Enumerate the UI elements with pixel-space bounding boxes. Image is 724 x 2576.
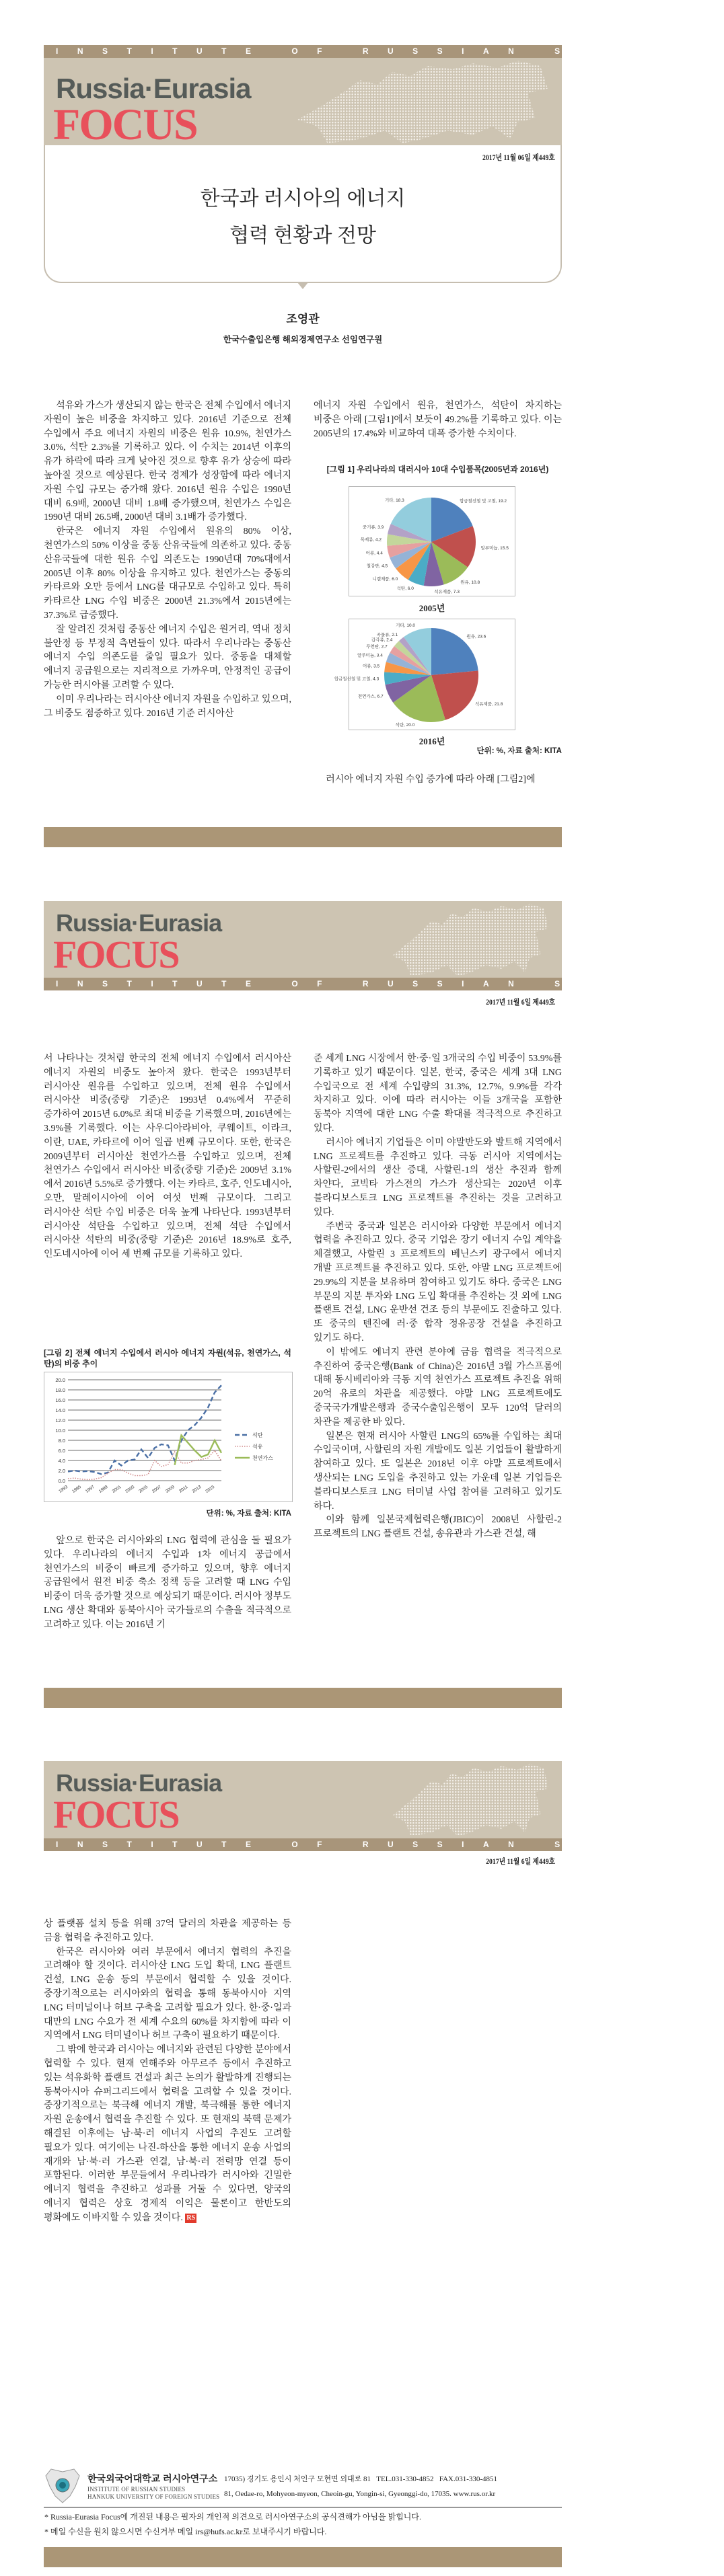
issue-date: 2017년 11월 6일 제449호 — [486, 999, 555, 1007]
figure-2-source: 단위: %, 자료 출처: KITA — [206, 1510, 291, 1518]
page-1-right-column — [314, 399, 562, 441]
y-tick-label: 20.0 — [55, 1377, 65, 1383]
pie-2016-title: 2016년 — [419, 736, 445, 746]
issue-date: 2017년 11월 06일 제449호 — [482, 154, 555, 162]
title-line-2: 협력 현황과 전망 — [229, 225, 376, 247]
paragraph: 이미 우리나라는 러시아산 에너지 자원을 수입하고 있으며, 그 비중도 점증하고 있다. 2016년 기준 러시아산 — [44, 694, 291, 719]
page-3-footer-bar — [44, 2547, 562, 2567]
logo-focus: FOCUS — [53, 933, 179, 976]
pie-slice-label: 갑각류, 2.4 — [371, 637, 393, 643]
masthead-banner — [44, 1761, 562, 1838]
footer-divider — [44, 2507, 562, 2508]
x-tick-label: 2003 — [124, 1484, 136, 1494]
paragraph-text: 그 밖에 한국과 러시아는 에너지와 관련된 다양한 분야에서 협력할 수 있다. 현재 연해주와 아무르주 등에서 추진하고 있는 석유화학 플랜트 건설과 최근 논의가 활발하게 진행되는 동북아시아 슈퍼그리드에서 협력을 고려할 수 있을 것이다. 중장기적으로는 북극해 에너지 개발, 북극해를 통한 에너지 자원 운송에서 협력을 추진할 수 있다. 또 현재의 북핵 문제가 해결된 이후에는 남·북·러 에너지 사업의 추진도 고려할 필요가 있다. 여기에는 나진-하산을 통한 에너지 운송 사업의 재개와 남·북·러 가스관 연결, 남·북·러 전력망 연결 등이 포함된다. 이러한 부문들에서 우리나라가 러시아와 긴밀한 에너지 협력을 추진하고 성과를 거둘 수 있다면, 양국의 에너지 협력은 상호 경제적 이익은 물론이고 한반도의 평화에도 이바지할 수 있을 것이다. — [44, 2045, 291, 2223]
pie-chart-2016 — [334, 619, 515, 730]
x-tick-label: 2009 — [164, 1484, 176, 1494]
y-tick-label: 16.0 — [55, 1397, 65, 1403]
pie-slice-label: 기타, 10.0 — [396, 623, 416, 628]
institute-eagle-logo — [44, 2466, 81, 2504]
org-name: 한국외국어대학교 러시아연구소 — [87, 2473, 218, 2484]
y-tick-label: 4.0 — [58, 1458, 65, 1464]
paragraph: 앞으로 한국은 러시아와의 LNG 협력에 관심을 둘 필요가 있다. 우리나라의 에너지 수입과 1차 에너지 공급에서 천연가스의 비중이 빠르게 증가하고 있으며, 향후 에너지 공급원에서 원전 비중 축소 정책 등을 고려할 때 LNG 수입 비중이 더욱 증가할 것으로 예상되기 때문이다. 러시아 정부도 LNG 생산 확대와 동북아시아 국가들로의 수출을 적극적으로 고려하고 있다. 이는 2016년 기 — [44, 1536, 291, 1630]
page-2-left-column — [44, 1052, 291, 1262]
pie-slice-label: 합금철선철 및 고철, 4.3 — [334, 676, 379, 682]
pie-slice-label: 합금철선철 및 고철, 19.2 — [459, 499, 507, 504]
pie-chart-2005 — [349, 486, 515, 596]
page-2-footer-bar — [44, 1688, 562, 1708]
institute-bar: INSTITUTE OF RUSSIAN STUDIES — [44, 1838, 562, 1851]
paragraph: 러시아 에너지 자원 수입 증가에 따라 아래 [그림2]에 — [326, 775, 536, 785]
line-chart-energy-share — [44, 1372, 293, 1502]
paragraph: 주변국 중국과 일본은 러시아와 다양한 부문에서 에너지 협력을 추진하고 있다. 중국 기업은 장기 에너지 수입 계약을 체결했고, 사할린 3 프로젝트의 베닌스키 광구에서 에너지 개발 프로젝트를 추진하고 있다. 또한, 야말 LNG 프로젝트에 29.9%의 지분을 보유하며 참여하고 있기도 하다. 중국은 LNG 부문의 지분 투자와 LNG 도입 확대를 추진하는 것 외에 LNG 플랜트 건설, LNG 운반선 건조 등의 부문에도 진출하고 있다. 또 중국의 텐진에 러·중 합작 정유공장 건설을 추진하고 있기도 하다. — [314, 1221, 562, 1343]
y-tick-label: 2.0 — [58, 1468, 65, 1474]
address-english: 81, Oedae-ro, Mohyeon-myeon, Cheoin-gu, Yongin-si, Gyeonggi-do, 17035. www.rus.or.kr — [224, 2490, 496, 2498]
legend-label: 천연가스 — [252, 1455, 273, 1461]
logo-focus: FOCUS — [53, 1793, 179, 1836]
paragraph: 이와 함께 일본국제협력은행(JBIC)이 2008년 사할린-2 프로젝트의 LNG 플랜트 건설, 송유관과 가스관 건설, 해 — [314, 1515, 562, 1540]
issue-date: 2017년 11월 6일 제449호 — [486, 1858, 555, 1866]
paragraph: 한국은 에너지 자원 수입에서 원유의 80% 이상, 천연가스의 50% 이상을 중동 산유국들에 의존하고 있다. 중동 산유국들에 대한 원유 수입 의존도는 1990년대 70%대에서 2005년 이후 80% 이상을 유지하고 있다. 천연가스는 중동의 카타르와 오만 등에서 LNG를 대규모로 수입하고 있다. 특히 카타르산 LNG 수입 비중은 2000년 21.3%에서 2015년에는 37.3%로 급증했다. — [44, 526, 291, 621]
pie-slice-label: 중기류, 3.9 — [362, 525, 384, 531]
pie-slice-label: 석탄, 20.0 — [395, 722, 415, 728]
disclaimer-note: * Russia-Eurasia Focus에 개진된 내용은 필자의 개인적 의견으로 러시아연구소의 공식견해가 아님을 밝힙니다. — [44, 2512, 421, 2522]
page-3-left-column — [44, 1918, 291, 2226]
paragraph: 러시아 에너지 기업들은 이미 야말반도와 발트해 지역에서 LNG 프로젝트를 추진하고 있다. 극동 러시아 지역에서는 사할린-2에서의 생산 증대, 사할린-1의 생산 추진과 함께 차얀다, 코빅타 가스전의 가스가 생산되는 2020년 이후 블라디보스토크 LNG 프로젝트를 추진하는 것을 고려하고 있다. — [314, 1137, 562, 1218]
logo-russia-eurasia: Russia·Eurasia — [56, 909, 222, 937]
pie-2005-title: 2005년 — [419, 603, 445, 613]
x-tick-label: 2005 — [138, 1484, 149, 1494]
x-tick-label: 2001 — [111, 1484, 122, 1494]
x-tick-label: 1997 — [84, 1484, 96, 1494]
pie-slice-label: 알루미늄, 15.5 — [480, 545, 509, 551]
paragraph: 일본은 현재 러시아 사할린 LNG의 65%를 수입하는 최대 수입국이며, 사할린의 자원 개발에도 일본 기업들이 활발하게 참여하고 있다. 또 일본은 2018년 이후 야말 프로젝트에서 생산되는 LNG 도입을 추진하고 있는 가운데 일본 기업들은 블라디보스토크 LNG 터미널 사업 참여를 고려하고 있기도 하다. — [314, 1431, 562, 1512]
pie-slice-label: 니켈제품, 6.0 — [372, 576, 398, 582]
masthead-banner — [44, 901, 562, 978]
paragraph: 잘 알려진 것처럼 중동산 에너지 수입은 원거리, 역내 정치 불안정 등 부정적 측면들이 있다. 따라서 우리나라는 중동산 에너지 수입 의존도를 줄일 필요가 있다. 중동을 대체할 에너지 공급원으로는 지리적으로 가까우며, 안정적인 공급이 가능한 러시아를 고려할 수 있다. — [44, 624, 291, 691]
pie-slice-label: 어류, 4.4 — [365, 551, 383, 556]
frame-pointer — [297, 282, 308, 289]
author-affiliation: 한국수출입은행 해외경제연구소 선임연구원 — [223, 335, 383, 344]
paragraph: 준 세계 LNG 시장에서 한·중·일 3개국의 수입 비중이 53.9%를 기록하고 있기 때문이다. 일본, 한국, 중국은 세계 3대 LNG 수입국으로 전 세계 수입량의 31.3%, 12.7%, 9.9%를 각각 차지하고 있다. 이에 따라 러시아는 이들 3개국을 포함한 동북아 지역에 대한 LNG 수출 확대를 적극적으로 추진하고 있다. — [314, 1054, 562, 1134]
paragraph: 에너지 자원 수입에서 원유, 천연가스, 석탄이 차지하는 비중은 아래 [그림1]에서 보듯이 49.2%를 기록하고 있다. 이는 2005년의 17.4%와 비교하여 대폭 증가한 수치이다. — [314, 401, 562, 439]
paragraph: 상 플랫폼 설치 등을 위해 37억 달러의 차관을 제공하는 등 금융 협력을 추진하고 있다. — [44, 1919, 291, 1943]
paragraph: 석유와 가스가 생산되지 않는 한국은 전체 수입에서 에너지 자원이 높은 비중을 차지하고 있다. 2016년 기준으로 전체 수입에서 주요 에너지 자원의 비중은 원유 10.9%, 천연가스 3.0%, 석탄 2.3%를 기록하고 있다. 이 수치는 2014년 이후의 유가 하락에 따라 크게 낮아진 것으로 향후 유가 상승에 따라 높아질 것으로 예상된다. 한국 경제가 성장함에 따라 에너지 자원 수입 규모는 증가해 왔다. 2016년 원유 수입은 1990년 대비 6.9배, 2000년 대비 1.8배 증가했으며, 천연가스 수입은 1990년 대비 26.5배, 2000년 대비 3.1배가 증가했다. — [44, 401, 291, 523]
pie-slice-label: 철강판, 4.5 — [366, 563, 388, 569]
figure-1-caption: [그림 1] 우리나라의 대러시아 10대 수입품목(2005년과 2016년) — [326, 465, 549, 474]
legend-label: 석유 — [252, 1444, 263, 1450]
y-tick-label: 6.0 — [58, 1448, 65, 1454]
pie-slice-label: 곡물류, 2.1 — [376, 632, 398, 637]
institute-bar: INSTITUTE OF RUSSIAN STUDIES — [44, 978, 562, 990]
pie-slice-label: 어류, 3.5 — [362, 664, 380, 669]
y-tick-label: 10.0 — [55, 1428, 65, 1434]
page-1-right-column-bottom — [314, 773, 562, 787]
org-name-en-1: INSTITUTE OF RUSSIAN STUDIES — [87, 2486, 186, 2493]
paragraph: 한국은 러시아와 여러 부문에서 에너지 협력의 추진을 고려해야 할 것이다. 러시아산 LNG 도입 확대, LNG 플랜트 건설, LNG 운송 등의 부문에서 협력할 수 있을 것이다. 중장기적으로는 러시아와의 협력을 통해 동북아시아 지역 LNG 터미널이나 허브 구축을 고려할 필요가 있다. 한·중·일과 대만의 LNG 수요가 전 세계 수요의 60%를 차지함에 따라 이 지역에서 LNG 터미널이나 허브 구축이 필요하기 때문이다. — [44, 1947, 291, 2041]
pie-slice-label: 천연가스, 6.7 — [357, 694, 384, 699]
pie-slice-label: 목재류, 4.2 — [360, 537, 382, 543]
pie-slice-label: 알루미늄, 3.4 — [357, 653, 383, 658]
page-1-footer-bar — [44, 827, 562, 847]
legend-label: 석탄 — [252, 1432, 263, 1438]
logo-russia-eurasia: Russia·Eurasia — [56, 73, 251, 104]
figure-1-source: 단위: %, 자료 출처: KITA — [476, 747, 562, 755]
figure-2-caption: [그림 2] 전체 에너지 수입에서 러시아 에너지 자원(석유, 천연가스, 석탄)의 비중 추이 — [44, 1348, 291, 1368]
y-tick-label: 14.0 — [55, 1407, 65, 1413]
page-1-left-column — [44, 399, 291, 721]
x-tick-label: 1993 — [58, 1484, 69, 1494]
russia-dot-map — [392, 902, 548, 976]
masthead-banner — [44, 58, 562, 149]
x-tick-label: 1995 — [71, 1484, 82, 1494]
x-tick-label: 1999 — [98, 1484, 109, 1494]
institute-bar: INSTITUTE OF RUSSIAN STUDIES — [44, 45, 562, 58]
pie-slice-label: 석탄, 6.0 — [396, 586, 414, 592]
pie-slice-label: 석유제품, 7.3 — [434, 589, 460, 594]
pie-slice-label: 기타, 18.3 — [384, 498, 404, 503]
x-tick-label: 2007 — [151, 1484, 162, 1494]
pie-slice-label: 원유, 10.8 — [460, 580, 480, 586]
title-line-1: 한국과 러시아의 에너지 — [200, 188, 406, 210]
x-tick-label: 2015 — [205, 1484, 216, 1494]
author-name: 조영관 — [286, 313, 320, 325]
logo-russia-eurasia: Russia·Eurasia — [56, 1769, 222, 1797]
russia-dot-map — [297, 59, 548, 143]
page-title — [44, 180, 562, 254]
unsubscribe-note: * 메일 수신을 원치 않으시면 수신거부 메일 irs@hufs.ac.kr로 보내주시기 바랍니다. — [44, 2527, 327, 2536]
rs-end-mark-icon: RS — [186, 2214, 196, 2222]
address-korean: 17035) 경기도 용인시 처인구 모현면 외대로 81 TEL.031-330-4852 FAX.031-330-4851 — [224, 2475, 498, 2483]
paragraph — [44, 2043, 291, 2225]
y-tick-label: 18.0 — [55, 1387, 65, 1393]
pie-slice-label: 원유, 23.6 — [466, 634, 486, 639]
y-tick-label: 0.0 — [58, 1478, 65, 1484]
paragraph: 이 밖에도 에너지 관련 분야에 금융 협력을 적극적으로 추진하여 중국은행(Bank of China)은 2016년 3월 가스프롬에 대해 동시베리아와 극동 지역 천연가스 프로젝트 추진을 위해 20억 유로의 차관을 제공했다. 야말 LNG 프로젝트에도 중국국가개발은행과 중국수출입은행이 모두 120억 달러의 차관을 제공한 바 있다. — [314, 1347, 562, 1428]
y-tick-label: 12.0 — [55, 1417, 65, 1423]
x-tick-label: 2011 — [178, 1484, 189, 1494]
y-tick-label: 8.0 — [58, 1438, 65, 1444]
page-2-left-column-bottom — [44, 1534, 291, 1633]
org-name-en-2: HANKUK UNIVERSITY OF FOREIGN STUDIES — [87, 2493, 220, 2500]
page-2-right-column — [314, 1052, 562, 1542]
pie-slice-label: 석유제품, 21.8 — [474, 702, 503, 707]
paragraph: 서 나타나는 것처럼 한국의 전체 에너지 수입에서 러시아산 에너지 자원의 비중도 높아져 왔다. 한국은 1993년부터 러시아산 원유를 수입하고 있으며, 전체 원유 수입에서 러시아산 비중(중량 기준)은 1993년 0.4%에서 꾸준히 증가하여 2015년 6.0%로 최대 비중을 기록했으며, 2016년에는 3.9%를 기록했다. 이는 사우디아라비아, 쿠웨이트, 이라크, 이란, UAE, 카타르에 이어 일곱 번째 규모이다. 또한, 한국은 2009년부터 러시아산 천연가스를 수입하고 있으며, 전체 천연가스 수입에서 러시아산 비중(중량 기준)은 2009년 3.1%에서 2016년 5.5%로 증가했다. 이는 카타르, 호주, 인도네시아, 오만, 말레이시아에 이어 여섯 번째 규모이다. 그리고 러시아산 석탄 수입 비중은 더욱 높게 나타난다. 1993년부터 러시아산 석탄을 수입하고 있으며, 전체 석탄 수입에서 러시아산 석탄의 비중(중량 기준)은 2016년 18.9%로 호주, 인도네시아에 이어 세 번째 규모를 기록하고 있다. — [44, 1054, 291, 1260]
pie-slice-label: 무연탄, 2.7 — [366, 644, 388, 650]
logo-focus: FOCUS — [53, 100, 197, 149]
x-tick-label: 2013 — [191, 1484, 203, 1494]
russia-dot-map — [392, 1762, 548, 1836]
